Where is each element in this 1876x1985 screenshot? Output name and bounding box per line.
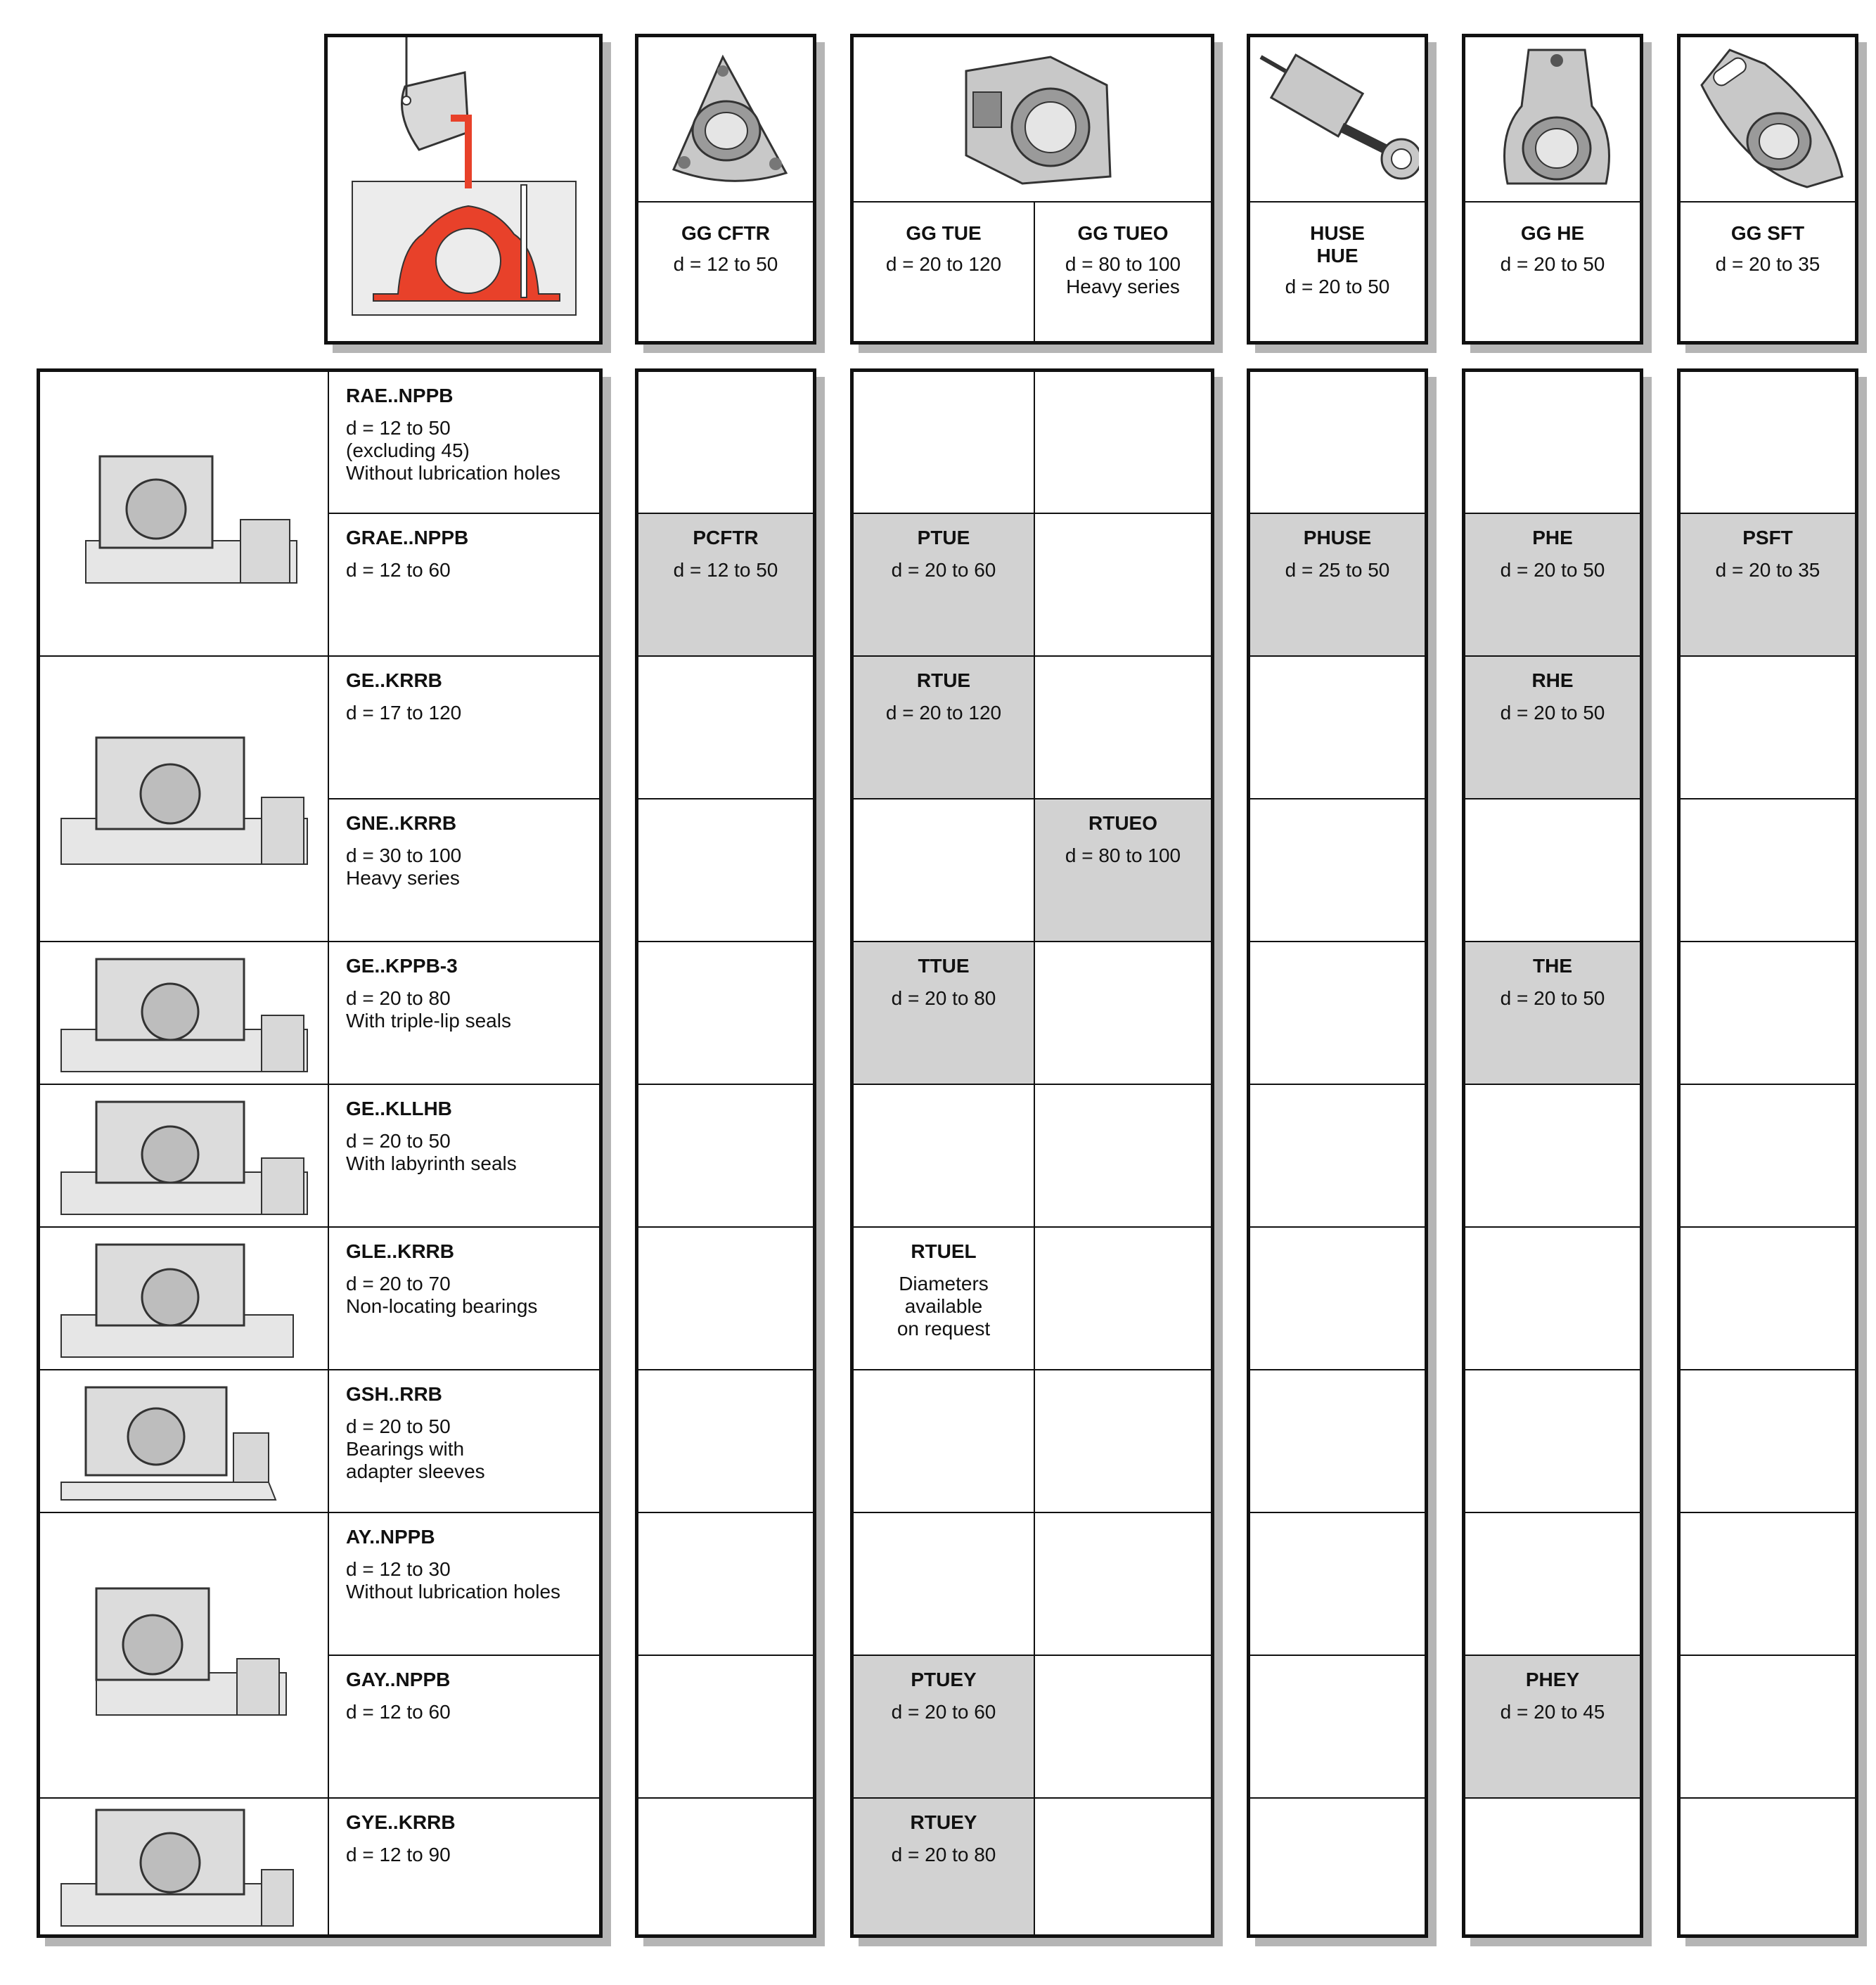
grid-column-huse xyxy=(1247,368,1428,1938)
casting-illustration-box xyxy=(324,34,603,345)
housing-header-gg-cftr xyxy=(635,34,816,345)
bearing-gsh-rrb-icon xyxy=(58,1384,297,1503)
take-up-housing-icon xyxy=(952,43,1121,198)
housing-header-gg-sft xyxy=(1677,34,1858,345)
unit-psft: PSFT d = 20 to 35 xyxy=(1715,527,1820,581)
housing-label: GG SFT d = 20 to 35 xyxy=(1715,222,1820,275)
two-bolt-flange-icon xyxy=(1688,43,1849,198)
grid-column-sft xyxy=(1677,368,1858,1938)
unit-rtuel: RTUEL Diameters available on request xyxy=(897,1240,991,1340)
housing-header-huse xyxy=(1247,34,1428,345)
bearing-row-ge-krrb: GE..KRRB d = 17 to 120 xyxy=(346,669,462,724)
unit-phuse: PHUSE d = 25 to 50 xyxy=(1285,527,1390,581)
bearing-rae-icon xyxy=(79,442,304,597)
unit-the: THE d = 20 to 50 xyxy=(1500,955,1605,1009)
bearing-row-gye-krrb: GYE..KRRB d = 12 to 90 xyxy=(346,1811,456,1865)
housing-label: GG TUE d = 20 to 120 xyxy=(885,222,1002,275)
flanged-housing-icon xyxy=(653,43,800,198)
bearing-ay-npbb-icon xyxy=(89,1581,293,1729)
bearing-row-ge-kllhb: GE..KLLHB d = 20 to 50 With labyrinth seals xyxy=(346,1098,517,1174)
housing-header-gg-he xyxy=(1462,34,1643,345)
housing-label: GG HE d = 20 to 50 xyxy=(1500,222,1605,275)
hanger-housing-icon xyxy=(1486,43,1627,198)
bearing-gle-krrb-icon xyxy=(58,1241,311,1361)
bearing-ge-kllhb-icon xyxy=(58,1098,311,1218)
bearing-row-gay-nppb: GAY..NPPB d = 12 to 60 xyxy=(346,1669,451,1723)
unit-rtue: RTUE d = 20 to 120 xyxy=(885,669,1002,724)
bearing-row-gle-krrb: GLE..KRRB d = 20 to 70 Non-locating bearings xyxy=(346,1240,538,1317)
unit-phey: PHEY d = 20 to 45 xyxy=(1500,1669,1605,1723)
bearing-ge-kppb-icon xyxy=(58,956,311,1075)
unit-rtuey: RTUEY d = 20 to 80 xyxy=(891,1811,996,1865)
casting-ladle-icon xyxy=(328,37,599,341)
bearing-ge-krrb-icon xyxy=(58,731,311,871)
housing-label: GG CFTR d = 12 to 50 xyxy=(673,222,778,275)
rod-end-housing-icon xyxy=(1257,43,1419,198)
bearing-row-ge-kppb: GE..KPPB-3 d = 20 to 80 With triple-lip seals xyxy=(346,955,511,1032)
unit-ttue: TTUE d = 20 to 80 xyxy=(891,955,996,1009)
bearing-row-rae: RAE..NPPB d = 12 to 50 (excluding 45) Without lubrication holes xyxy=(346,385,561,484)
bearing-row-grae: GRAE..NPPB d = 12 to 60 xyxy=(346,527,469,581)
grid-column-tue xyxy=(850,368,1214,1938)
unit-rtueo: RTUEO d = 80 to 100 xyxy=(1065,812,1181,866)
grid-column-cftr xyxy=(635,368,816,1938)
unit-ptue: PTUE d = 20 to 60 xyxy=(891,527,996,581)
housing-header-gg-tue xyxy=(850,34,1214,345)
unit-pcftr: PCFTR d = 12 to 50 xyxy=(673,527,778,581)
unit-ptuey: PTUEY d = 20 to 60 xyxy=(891,1669,996,1723)
bearing-row-gsh-rrb: GSH..RRB d = 20 to 50 Bearings with adapter sleeves xyxy=(346,1383,485,1482)
bearing-row-ay-nppb: AY..NPPB d = 12 to 30 Without lubrication holes xyxy=(346,1526,561,1602)
unit-phe: PHE d = 20 to 50 xyxy=(1500,527,1605,581)
unit-rhe: RHE d = 20 to 50 xyxy=(1500,669,1605,724)
bearing-row-gne-krrb: GNE..KRRB d = 30 to 100 Heavy series xyxy=(346,812,462,889)
housing-label: GG TUEO d = 80 to 100 Heavy series xyxy=(1065,222,1181,297)
grid-column-he xyxy=(1462,368,1643,1938)
bearing-table xyxy=(37,368,603,1938)
bearing-gye-krrb-icon xyxy=(58,1806,311,1929)
housing-label: HUSE HUE d = 20 to 50 xyxy=(1285,222,1390,297)
